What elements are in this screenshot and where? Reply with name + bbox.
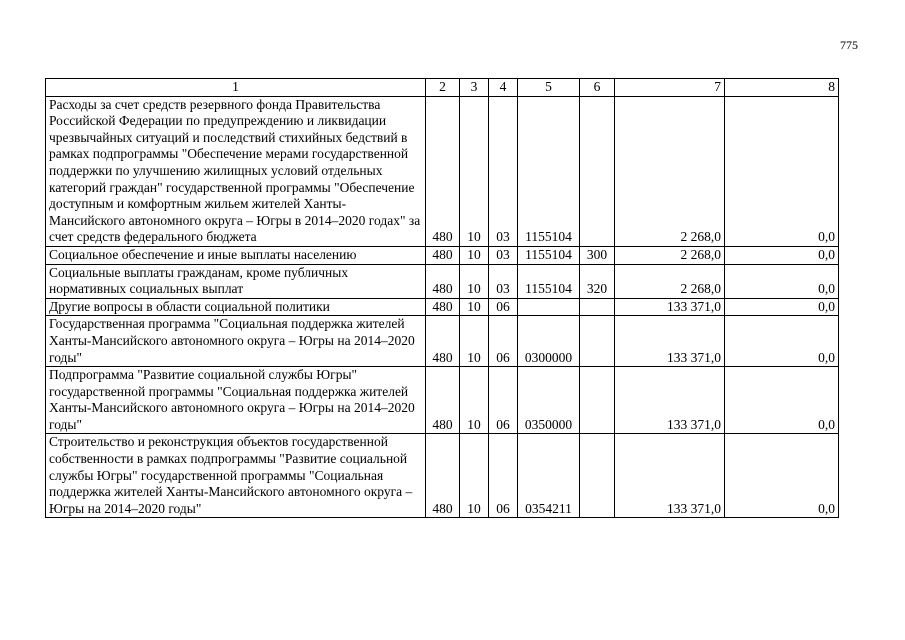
- header-cell: 6: [580, 79, 615, 97]
- table-row: [46, 298, 839, 316]
- row-cell: 480: [426, 298, 460, 316]
- row-cell: 06: [489, 434, 518, 518]
- row-cell: [580, 434, 615, 518]
- row-cell: 0,0: [725, 246, 839, 264]
- row-cell: 10: [460, 367, 489, 434]
- row-cell: 06: [489, 316, 518, 367]
- row-cell: 133 371,0: [615, 434, 725, 518]
- row-cell: 320: [580, 264, 615, 298]
- row-name-cell: Социальные выплаты гражданам, кроме публичных нормативных социальных выплат: [46, 264, 426, 298]
- row-cell: 10: [460, 264, 489, 298]
- row-cell: 03: [489, 96, 518, 246]
- row-cell: 2 268,0: [615, 246, 725, 264]
- budget-table: [45, 78, 839, 518]
- row-name-cell: Социальное обеспечение и иные выплаты населению: [46, 246, 426, 264]
- row-cell: 03: [489, 246, 518, 264]
- row-cell: 1155104: [518, 96, 580, 246]
- row-cell: 480: [426, 96, 460, 246]
- row-cell: 06: [489, 298, 518, 316]
- row-cell: 0350000: [518, 367, 580, 434]
- header-cell: 3: [460, 79, 489, 97]
- row-cell: 10: [460, 434, 489, 518]
- header-cell: 7: [615, 79, 725, 97]
- row-cell: 0,0: [725, 367, 839, 434]
- header-cell: 8: [725, 79, 839, 97]
- header-cell: 1: [46, 79, 426, 97]
- row-name-cell: Другие вопросы в области социальной политики: [46, 298, 426, 316]
- row-cell: 480: [426, 316, 460, 367]
- row-cell: [580, 96, 615, 246]
- row-cell: 133 371,0: [615, 367, 725, 434]
- table-row: [46, 316, 839, 367]
- row-cell: 300: [580, 246, 615, 264]
- row-cell: 2 268,0: [615, 264, 725, 298]
- row-cell: [580, 298, 615, 316]
- row-cell: 10: [460, 246, 489, 264]
- row-cell: 1155104: [518, 246, 580, 264]
- row-cell: 480: [426, 264, 460, 298]
- row-cell: [518, 298, 580, 316]
- table-row: [46, 434, 839, 518]
- row-cell: 480: [426, 367, 460, 434]
- row-cell: 03: [489, 264, 518, 298]
- row-name-cell: Расходы за счет средств резервного фонда Правительства Российской Федерации по предупреждению и ликвидации чрезвычайных ситуаций и последствий стихийных бедствий в рамках подпрограммы "Обеспечение мерами государственной поддержки по улучшению жилищных условий отдельных категорий граждан" государственной программы "Обеспечение доступным и комфортным жильем жителей Ханты-Мансийского автономного округа – Югры в 2014–2020 годах" за счет средств федерального бюджета: [46, 96, 426, 246]
- table-row: [46, 246, 839, 264]
- row-name-cell: Подпрограмма "Развитие социальной службы Югры" государственной программы "Социальная поддержка жителей Ханты-Мансийского автономного округа – Югры на 2014–2020 годы": [46, 367, 426, 434]
- row-cell: 133 371,0: [615, 298, 725, 316]
- row-name-cell: Государственная программа "Социальная поддержка жителей Ханты-Мансийского автономного округа – Югры на 2014–2020 годы": [46, 316, 426, 367]
- header-cell: 2: [426, 79, 460, 97]
- row-cell: 480: [426, 434, 460, 518]
- row-cell: 0,0: [725, 264, 839, 298]
- row-cell: 0,0: [725, 96, 839, 246]
- row-name-cell: Строительство и реконструкция объектов государственной собственности в рамках подпрограммы "Развитие социальной службы Югры" государственной программы "Социальная поддержка жителей Ханты-Мансийского автономного округа – Югры на 2014–2020 годы": [46, 434, 426, 518]
- row-cell: [580, 367, 615, 434]
- row-cell: 0300000: [518, 316, 580, 367]
- row-cell: 133 371,0: [615, 316, 725, 367]
- header-cell: 5: [518, 79, 580, 97]
- table-header-row: [46, 79, 839, 97]
- row-cell: 2 268,0: [615, 96, 725, 246]
- row-cell: 0,0: [725, 316, 839, 367]
- row-cell: 06: [489, 367, 518, 434]
- row-cell: 10: [460, 298, 489, 316]
- row-cell: 1155104: [518, 264, 580, 298]
- table-row: [46, 96, 839, 246]
- row-cell: 0354211: [518, 434, 580, 518]
- row-cell: 10: [460, 316, 489, 367]
- table-row: [46, 264, 839, 298]
- row-cell: 480: [426, 246, 460, 264]
- table-row: [46, 367, 839, 434]
- row-cell: 0,0: [725, 434, 839, 518]
- row-cell: 10: [460, 96, 489, 246]
- row-cell: [580, 316, 615, 367]
- row-cell: 0,0: [725, 298, 839, 316]
- page-number: 775: [840, 38, 858, 52]
- header-cell: 4: [489, 79, 518, 97]
